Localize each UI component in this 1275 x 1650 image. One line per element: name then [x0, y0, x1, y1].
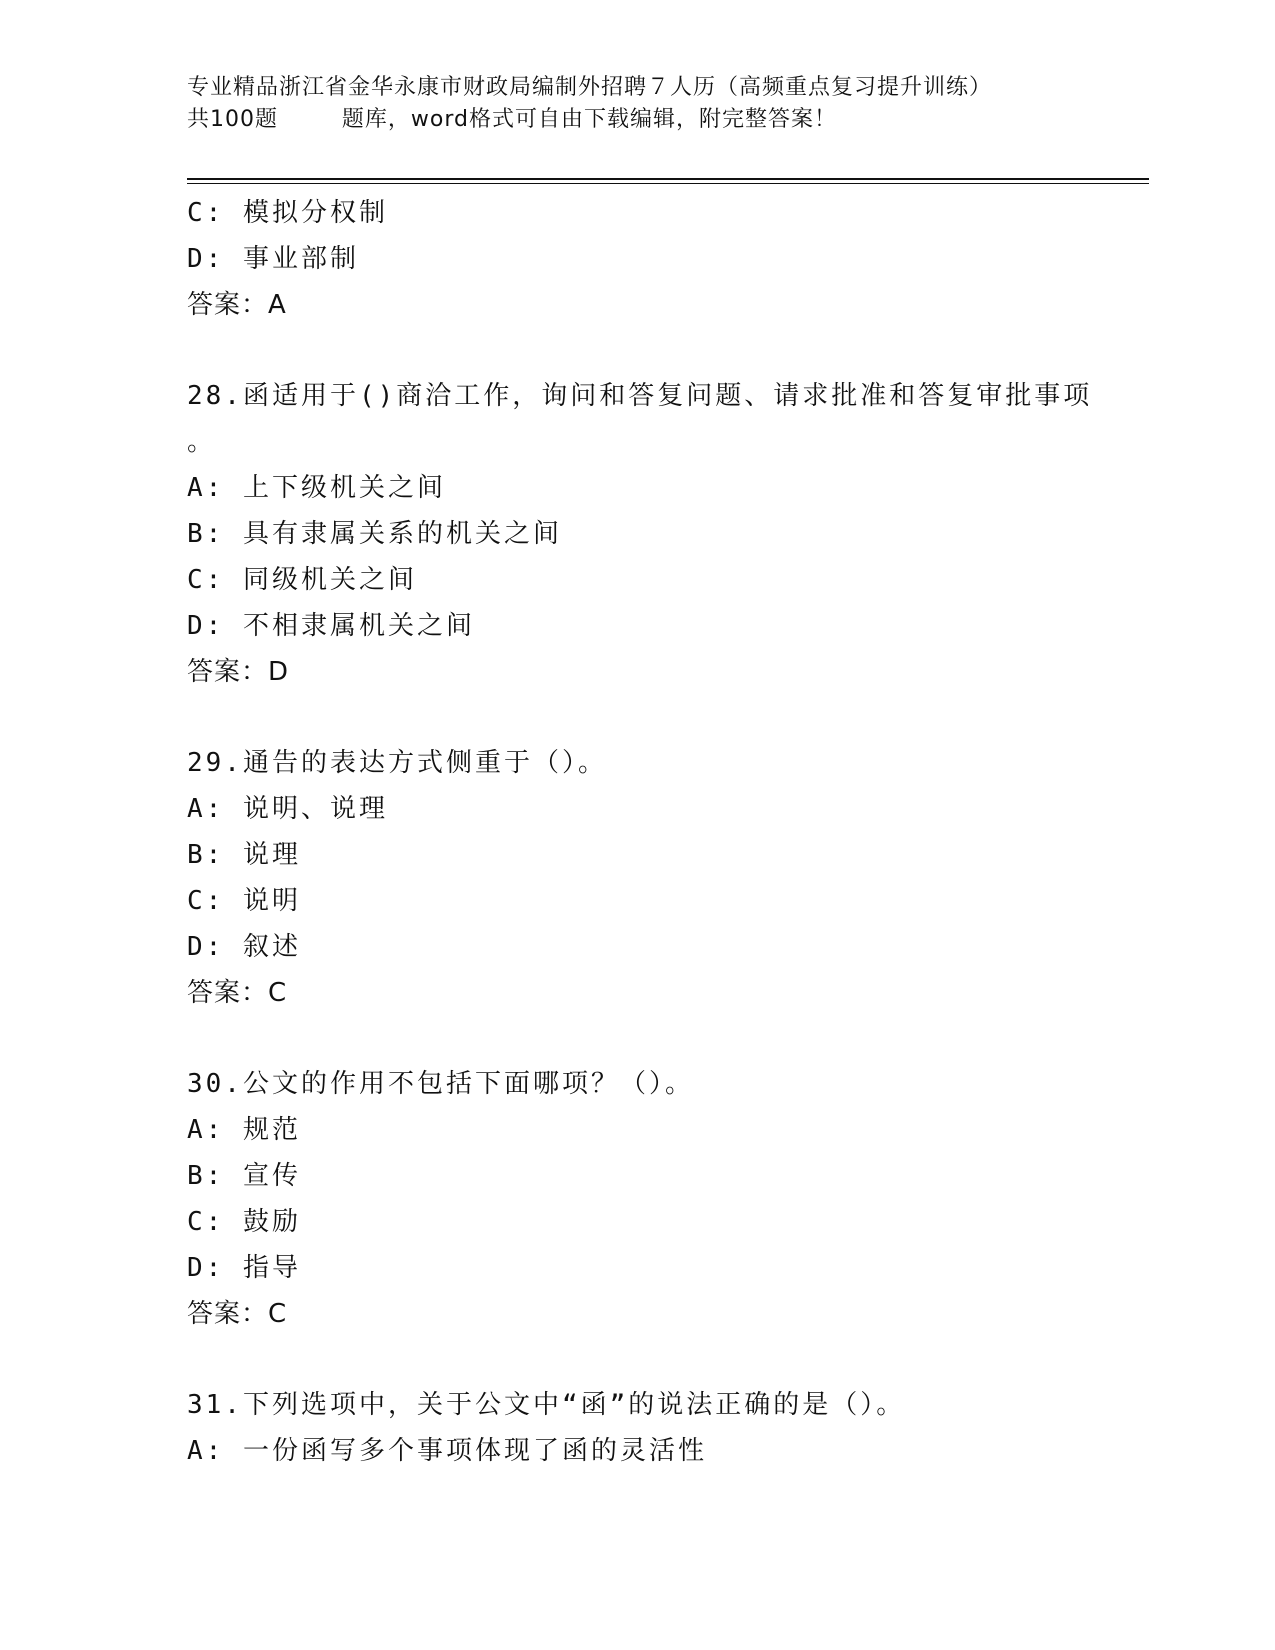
question-29	[187, 740, 1147, 1016]
document-header	[187, 72, 1147, 136]
header-title: 专业精品浙江省金华永康市财政局编制外招聘７人历（高频重点复习提升训练）	[187, 75, 993, 100]
answer-line: 答案：C	[187, 1299, 288, 1329]
option-c: C: 说明	[187, 886, 301, 916]
option-b: B: 具有隶属关系的机关之间	[187, 519, 562, 549]
header-subtitle: 共100题 题库，word格式可自由下载编辑，附完整答案！	[187, 107, 838, 132]
option-a: A: 说明、说理	[187, 794, 388, 824]
option-b: B: 说理	[187, 840, 301, 870]
question-stem-tail: 。	[187, 427, 217, 457]
option-d: D: 事业部制	[187, 244, 359, 274]
option-c: C: 模拟分权制	[187, 198, 388, 228]
option-a: A: 规范	[187, 1115, 301, 1145]
question-list	[187, 190, 1147, 1474]
question-31	[187, 1382, 1147, 1474]
option-c: C: 鼓励	[187, 1207, 301, 1237]
question-28	[187, 373, 1147, 695]
header-divider-thin	[187, 183, 1149, 184]
header-divider-thick	[187, 178, 1149, 180]
question-30	[187, 1061, 1147, 1337]
option-a: A: 上下级机关之间	[187, 473, 446, 503]
question-stem: 28.函适用于()商洽工作，询问和答复问题、请求批准和答复审批事项	[187, 381, 1093, 411]
option-b: B: 宣传	[187, 1161, 301, 1191]
option-c: C: 同级机关之间	[187, 565, 417, 595]
option-d: D: 不相隶属机关之间	[187, 611, 475, 641]
option-d: D: 指导	[187, 1253, 301, 1283]
question-stem: 31.下列选项中，关于公文中“函”的说法正确的是（）。	[187, 1390, 906, 1420]
option-a: A: 一份函写多个事项体现了函的灵活性	[187, 1436, 707, 1466]
question-stem: 30.公文的作用不包括下面哪项？（）。	[187, 1069, 694, 1099]
question-stem: 29.通告的表达方式侧重于（）。	[187, 748, 607, 778]
answer-line: 答案：A	[187, 290, 287, 320]
answer-line: 答案：C	[187, 978, 288, 1008]
option-d: D: 叙述	[187, 932, 301, 962]
answer-line: 答案：D	[187, 657, 290, 687]
